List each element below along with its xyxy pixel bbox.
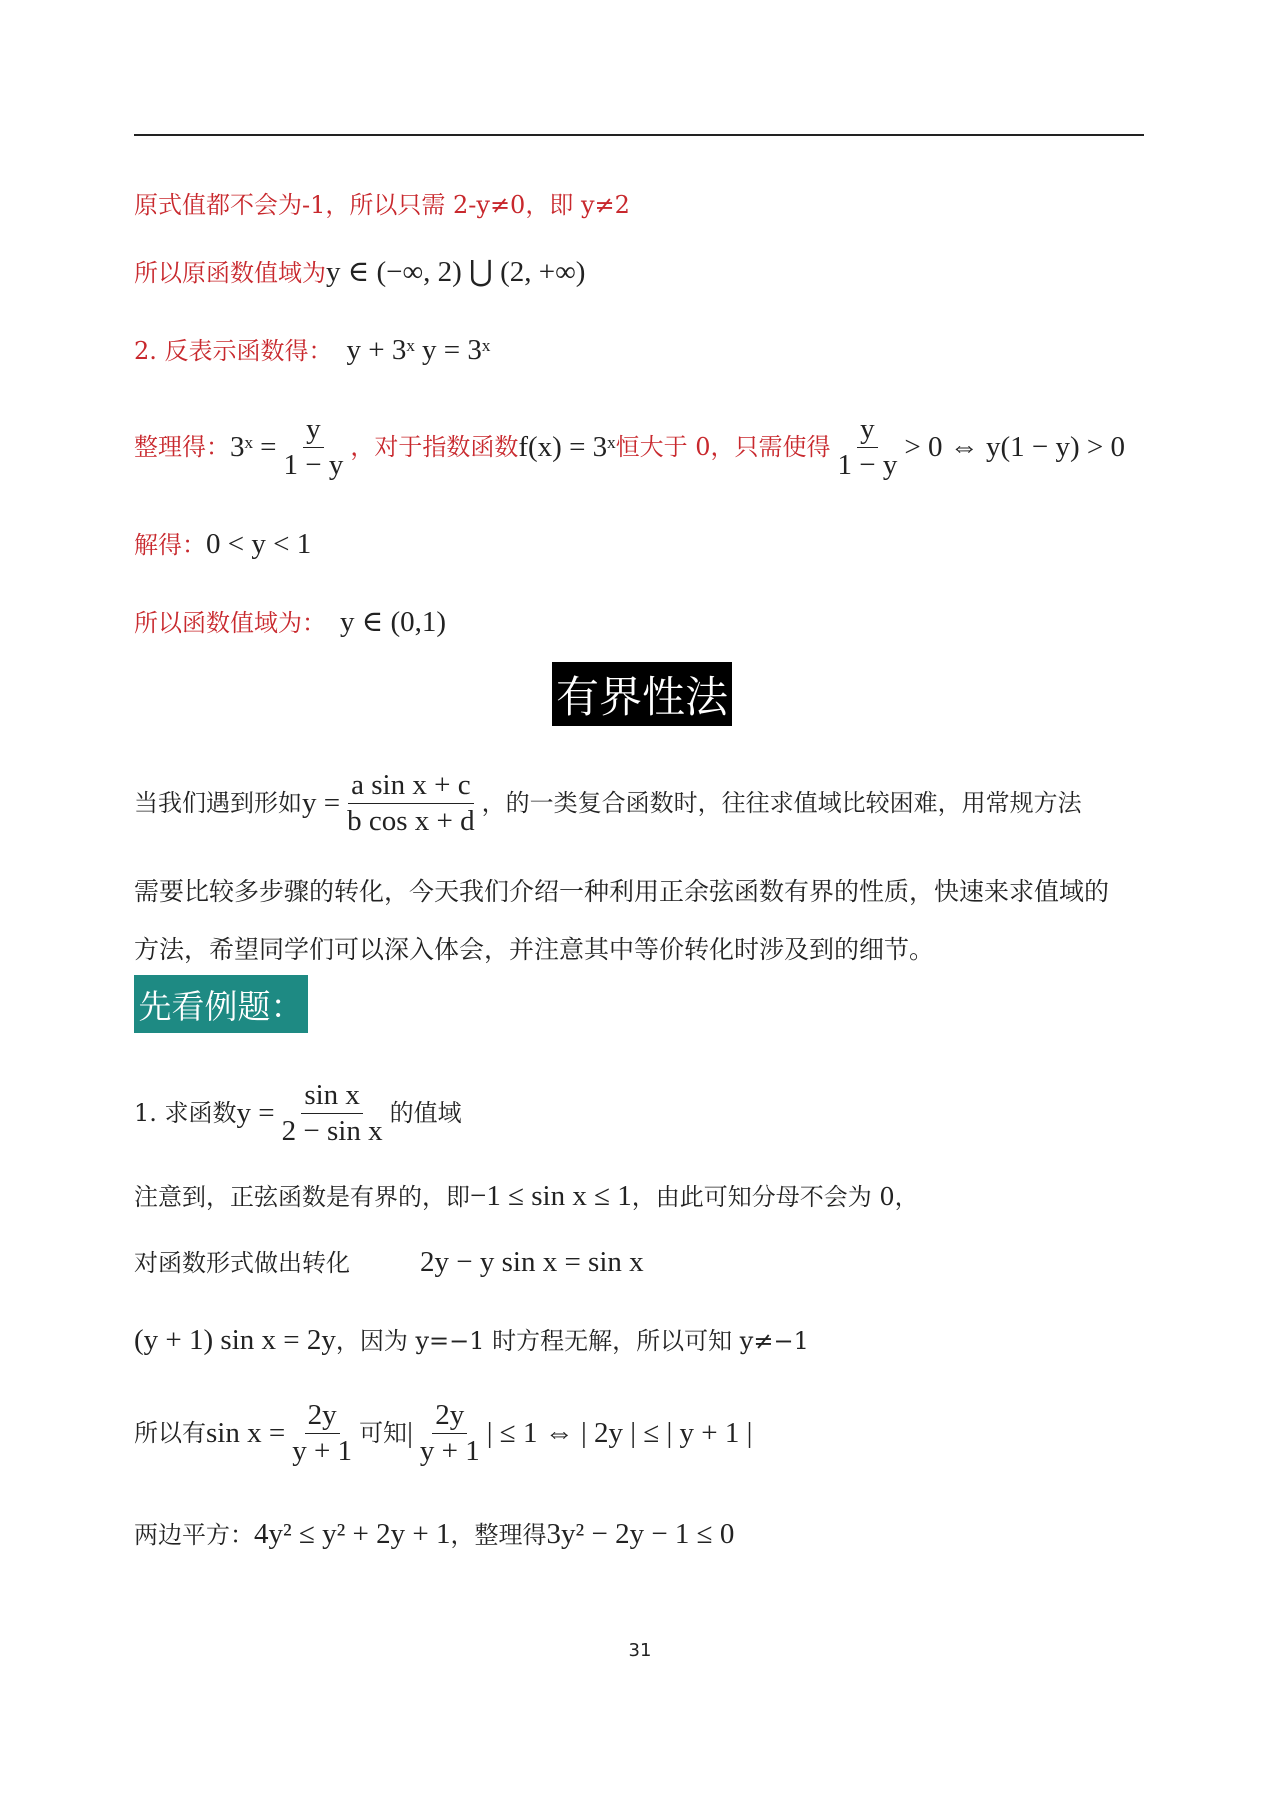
- text-line-6-label: 所以函数值域为：: [134, 608, 326, 637]
- text-line-6: [134, 608, 446, 637]
- header-rule: [134, 134, 1144, 136]
- example-s4-num2: 2y: [432, 1398, 467, 1434]
- example-s4-fraction: [289, 1398, 355, 1469]
- example-s2-math: 2y − y sin x = sin x: [420, 1246, 644, 1278]
- example-step-4: 所以有 sin x = $\frac{2y}{y + 1}$ 可知 | $\frac{2y}{y + 1}$ | ≤ 1 ⇔ | 2y | ≤ | y + 1 |: [134, 1399, 753, 1467]
- line4-frac2-den: 1 − y: [837, 448, 898, 481]
- line4-tail: > 0 ⇔ y(1 − y) > 0: [904, 430, 1125, 463]
- example-s5-math2: 3y² − 2y − 1 ≤ 0: [546, 1518, 735, 1550]
- text-line-1-content: 原式值都不会为-1，所以只需 2-y≠0，即 y≠2: [134, 191, 630, 219]
- example-s4-den2: y + 1: [419, 1434, 480, 1467]
- line4-frac2-num: y: [857, 412, 878, 448]
- text-line-5-label: 解得：: [134, 530, 206, 559]
- intro-line-2: 需要比较多步骤的转化，今天我们介绍一种利用正余弦函数有界的性质，快速来求值域的: [134, 877, 1110, 906]
- intro-frac-den: b cos x + d: [347, 804, 475, 837]
- intro-line-3: 方法，希望同学们可以深入体会，并注意其中等价转化时涉及到的细节。: [134, 935, 935, 964]
- example-q-fraction: [279, 1078, 386, 1149]
- page-number: 31: [628, 1640, 652, 1661]
- example-s4-text: 所以有: [134, 1419, 206, 1448]
- example-s4-den: y + 1: [292, 1434, 353, 1467]
- example-s3-tail: ，因为 y=−1 时方程无解，所以可知 y≠−1: [335, 1326, 809, 1355]
- example-question: [134, 1078, 462, 1149]
- section-title: 有界性法: [552, 662, 732, 726]
- example-s1-math: −1 ≤ sin x ≤ 1: [470, 1180, 632, 1212]
- example-s5-text: 两边平方：: [134, 1520, 254, 1549]
- example-q-tail: 的值域: [389, 1099, 462, 1128]
- line4-func: f(x) = 3ˣ: [518, 430, 616, 463]
- example-s1-tail: ，由此可知分母不会为 0，: [631, 1182, 919, 1211]
- intro-text-1: 当我们遇到形如: [134, 789, 302, 818]
- example-s4-fraction-2: [417, 1398, 483, 1469]
- solve-result: 0 < y < 1: [206, 528, 312, 560]
- example-q-num: sin x: [301, 1078, 363, 1114]
- example-q-text: 1. 求函数: [134, 1099, 237, 1128]
- range-formula: y ∈ (−∞, 2) ⋃ (2, +∞): [326, 256, 586, 288]
- text-line-5: [134, 530, 311, 559]
- example-s4-mid: 可知: [359, 1419, 408, 1448]
- example-s1-text: 注意到，正弦函数是有界的，即: [134, 1182, 470, 1211]
- text-line-3: [134, 336, 490, 365]
- example-s2-text: 对函数形式做出转化: [134, 1248, 350, 1277]
- example-step-3: [134, 1326, 809, 1355]
- text-line-4-label: 整理得：: [134, 433, 230, 462]
- text-line-4: [134, 412, 1125, 483]
- line4-fraction-2: [834, 412, 900, 483]
- example-q-lhs: y =: [236, 1096, 275, 1129]
- example-s5-mid: ，整理得: [450, 1520, 547, 1549]
- intro-lhs: y =: [302, 786, 341, 819]
- intro-frac-num: a sin x + c: [348, 768, 473, 804]
- text-line-2: [134, 258, 585, 287]
- line4-frac-num: y: [303, 412, 324, 448]
- example-q-den: 2 − sin x: [281, 1114, 383, 1147]
- example-step-1: [134, 1182, 919, 1211]
- text-line-4-mid: ，对于指数函数: [350, 433, 519, 462]
- example-s3-math: (y + 1) sin x = 2y: [134, 1324, 336, 1356]
- final-range: y ∈ (0,1): [340, 606, 447, 638]
- example-s4-lhs: sin x =: [206, 1416, 286, 1449]
- text-line-3-label: 2. 反表示函数得：: [134, 336, 333, 365]
- line4-fraction: [281, 412, 347, 483]
- example-s4-num: 2y: [305, 1398, 340, 1434]
- text-line-1: [134, 193, 630, 217]
- intro-line-1: [134, 768, 1082, 839]
- text-line-2-label: 所以原函数值域为: [134, 258, 326, 287]
- inverse-formula: y + 3ˣ y = 3ˣ: [346, 334, 491, 366]
- intro-text-1-tail: ，的一类复合函数时，往往求值域比较困难，用常规方法: [481, 789, 1082, 818]
- example-step-5: [134, 1520, 734, 1549]
- intro-fraction: [344, 768, 478, 839]
- example-step-2: [134, 1248, 644, 1277]
- text-line-4-mid2: 恒大于 0，只需使得: [615, 433, 831, 462]
- line4-lhs: 3ˣ =: [230, 430, 277, 463]
- line4-frac-den: 1 − y: [283, 448, 344, 481]
- example-label: 先看例题：: [134, 975, 308, 1033]
- example-s4-tail: | ≤ 1 ⇔ | 2y | ≤ | y + 1 |: [486, 1416, 753, 1449]
- example-s5-math: 4y² ≤ y² + 2y + 1: [254, 1518, 451, 1550]
